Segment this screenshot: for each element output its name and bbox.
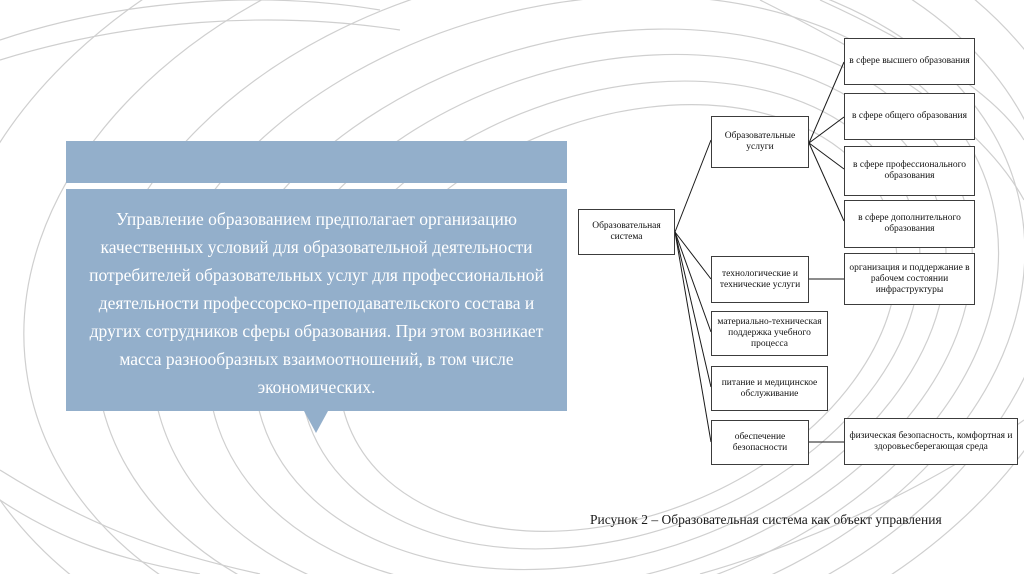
figure-caption: Рисунок 2 – Образовательная система как объект управления [590, 512, 942, 527]
node-professional-education-label: в сфере профессионального образования [852, 160, 967, 181]
node-infrastructure [844, 253, 975, 305]
callout-header-bar [66, 141, 567, 183]
node-security [711, 420, 809, 465]
node-general-education-label: в сфере общего образования [852, 111, 967, 121]
node-professional-education [844, 146, 975, 196]
node-technical-services [711, 256, 809, 303]
node-material-support [711, 311, 828, 356]
callout-pointer [304, 411, 328, 433]
node-material-support-label: материально-техническая поддержка учебного процесса [717, 317, 822, 349]
node-educational-services-label: Образовательные услуги [724, 131, 796, 152]
node-security-detail [844, 418, 1018, 465]
node-educational-services [711, 116, 809, 168]
node-higher-education-label: в сфере высшего образования [849, 56, 970, 66]
callout-text: Управление образованием предполагает организацию качественных условий для образовательной деятельности потребителей образовательных услуг для профессиональной деятельности профессорско-преподавательского состава и других сотрудников сферы образования. При этом возникает масса разнообразных взаимоотношений, в том числе экономических. [66, 189, 567, 411]
node-education-system [578, 209, 675, 255]
node-general-education [844, 93, 975, 140]
node-additional-education-label: в сфере дополнительного образования [858, 213, 961, 234]
node-infrastructure-label: организация и поддержание в рабочем состоянии инфраструктуры [849, 262, 970, 295]
node-technical-services-label: технологические и технические услуги [719, 268, 801, 290]
node-security-label: обеспечение безопасности [732, 431, 788, 453]
node-higher-education [844, 38, 975, 85]
node-additional-education [844, 200, 975, 248]
node-security-detail-label: физическая безопасность, комфортная и здоровьесберегающая среда [849, 430, 1013, 452]
node-education-system-label: Образовательная система [592, 221, 661, 242]
node-food-medical [711, 366, 828, 411]
node-food-medical-label: питание и медицинское обслуживание [721, 377, 818, 399]
